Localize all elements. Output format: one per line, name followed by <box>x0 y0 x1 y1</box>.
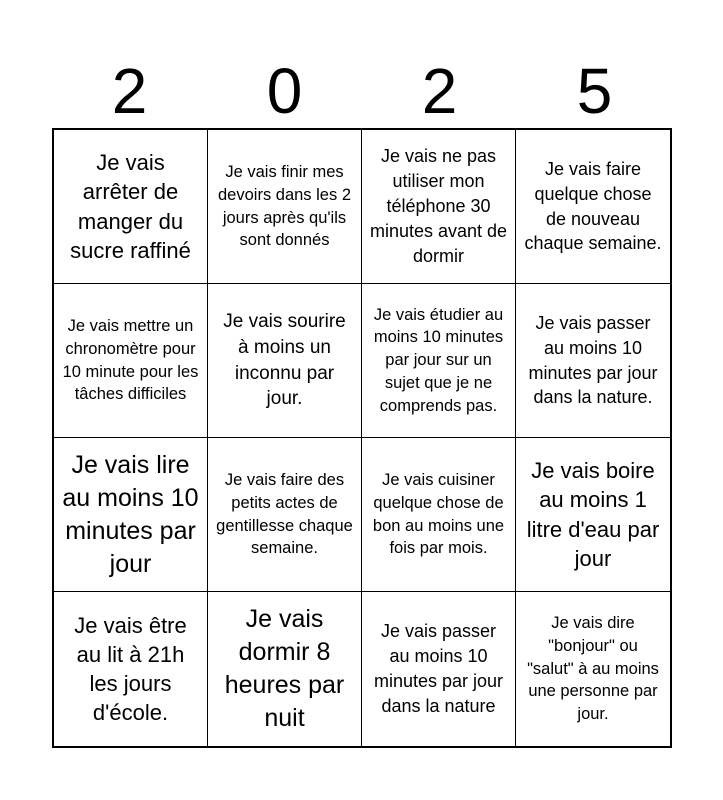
bingo-cell[interactable] <box>516 284 670 438</box>
cell-text: Je vais sourire à moins un inconnu par jour. <box>223 310 346 410</box>
bingo-cell[interactable] <box>208 592 362 746</box>
cell-text: Je vais être au lit à 21h les jours d'école. <box>74 612 187 726</box>
cell-text: Je vais lire au moins 10 minutes par jour <box>62 450 199 578</box>
bingo-cell[interactable] <box>362 284 516 438</box>
bingo-header <box>52 55 672 127</box>
bingo-cell[interactable] <box>516 592 670 746</box>
cell-text: Je vais dormir 8 heures par nuit <box>224 605 345 732</box>
cell-text: Je vais passer au moins 10 minutes par jour dans la nature <box>373 621 504 716</box>
cell-text: Je vais étudier au moins 10 minutes par jour sur un sujet que je ne comprends pas. <box>373 305 504 415</box>
bingo-cell[interactable] <box>362 438 516 592</box>
bingo-grid <box>52 128 672 748</box>
cell-text: Je vais faire des petits actes de gentillesse chaque semaine. <box>216 470 353 558</box>
bingo-cell[interactable] <box>54 592 208 746</box>
bingo-cell[interactable] <box>54 284 208 438</box>
cell-text: Je vais mettre un chronomètre pour 10 minute pour les tâches difficiles <box>62 316 199 404</box>
cell-text: Je vais boire au moins 1 litre d'eau par jour <box>526 458 660 571</box>
bingo-cell[interactable] <box>208 130 362 284</box>
bingo-cell[interactable] <box>516 438 670 592</box>
cell-text: Je vais cuisiner quelque chose de bon au moins une fois par mois. <box>372 470 505 558</box>
cell-text: Je vais faire quelque chose de nouveau chaque semaine. <box>524 158 662 254</box>
cell-text: Je vais passer au moins 10 minutes par jour dans la nature. <box>528 312 658 408</box>
bingo-cell[interactable] <box>362 592 516 746</box>
bingo-cell[interactable] <box>208 438 362 592</box>
header-letter: 5 <box>576 55 613 127</box>
bingo-cell[interactable] <box>516 130 670 284</box>
cell-text: Je vais dire "bonjour" ou "salut" à au moins une personne par jour. <box>527 614 659 724</box>
cell-text: Je vais arrêter de manger du sucre raffiné <box>70 150 191 263</box>
header-letter: 0 <box>266 55 303 127</box>
bingo-cell[interactable] <box>362 130 516 284</box>
bingo-cell[interactable] <box>54 438 208 592</box>
bingo-cell[interactable] <box>208 284 362 438</box>
bingo-cell[interactable] <box>54 130 208 284</box>
cell-text: Je vais finir mes devoirs dans les 2 jours après qu'ils sont donnés <box>218 162 351 250</box>
cell-text: Je vais ne pas utiliser mon téléphone 30 minutes avant de dormir <box>369 146 508 266</box>
header-letter: 2 <box>111 55 148 127</box>
header-letter: 2 <box>421 55 458 127</box>
